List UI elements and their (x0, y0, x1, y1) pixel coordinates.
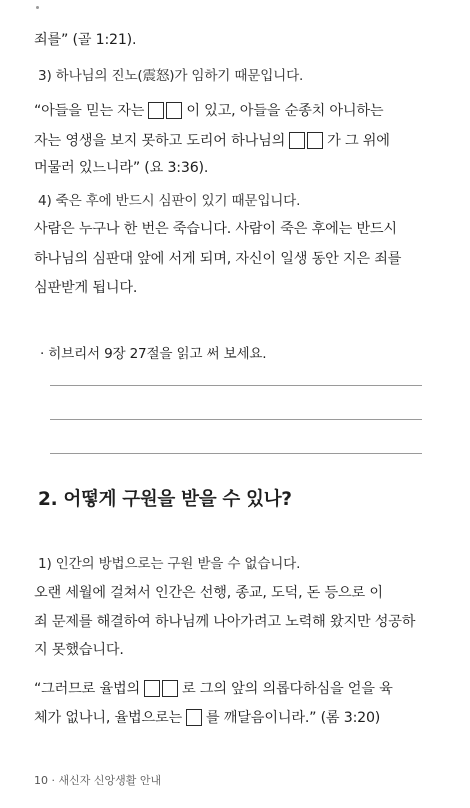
text-span: 지 못했습니다. (34, 642, 124, 658)
text-span: 4) 죽은 후에 반드시 심판이 있기 때문입니다. (38, 193, 301, 209)
text-span: “아들을 믿는 자는 (34, 103, 145, 119)
text-span: 자는 영생을 보지 못하고 도리어 하나님의 (34, 133, 286, 149)
subsection-title (38, 554, 300, 574)
text-span: 머물러 있느니라” (요 3:36). (34, 160, 209, 176)
page-footer: 10 · 새신자 신앙생활 안내 (34, 774, 162, 787)
text-span: 심판받게 됩니다. (34, 280, 138, 296)
page-speck (36, 6, 39, 9)
text-span: · 히브리서 9장 27절을 읽고 써 보세요. (40, 346, 267, 362)
blank-box[interactable] (162, 680, 178, 697)
blank-box[interactable] (148, 102, 164, 119)
subsection-title (38, 66, 303, 86)
text-line (34, 30, 136, 50)
text-line (34, 640, 124, 660)
text-span: 1) 인간의 방법으로는 구원 받을 수 없습니다. (38, 556, 301, 572)
text-span: 오랜 세월에 걸쳐서 인간은 선행, 종교, 도덕, 돈 등으로 이 (34, 585, 383, 601)
writing-line[interactable] (50, 385, 422, 386)
blank-box[interactable] (144, 680, 160, 697)
text-line (34, 679, 393, 699)
exercise-prompt (40, 344, 266, 364)
text-span: 사람은 누구나 한 번은 죽습니다. 사람이 죽은 후에는 반드시 (34, 221, 397, 237)
blank-box[interactable] (166, 102, 182, 119)
text-span: 하나님의 심판대 앞에 서게 되며, 자신이 일생 동안 지은 죄를 (34, 251, 402, 267)
text-span: 를 깨달음이니라.” (롬 3:20) (205, 710, 381, 726)
text-line (34, 278, 137, 298)
text-span: 로 그의 앞의 의롭다하심을 얻을 육 (182, 681, 393, 697)
writing-line[interactable] (50, 453, 422, 454)
subsection-title (38, 191, 300, 211)
text-span: 죄 문제를 해결하여 하나님께 나아가려고 노력해 왔지만 성공하 (34, 614, 416, 630)
text-span: “그러므로 율법의 (34, 681, 140, 697)
text-span: 3) 하나님의 진노(震怒)가 임하기 때문입니다. (38, 68, 304, 84)
blank-box[interactable] (186, 709, 202, 726)
blank-box[interactable] (289, 132, 305, 149)
blank-box[interactable] (307, 132, 323, 149)
text-line (34, 101, 383, 121)
text-line (34, 708, 380, 728)
text-line (34, 612, 415, 632)
text-line (34, 158, 208, 178)
text-span: 체가 없나니, 율법으로는 (34, 710, 182, 726)
text-line (34, 249, 401, 269)
text-line (34, 131, 390, 151)
text-span: 죄를” (골 1:21). (34, 32, 137, 48)
text-span: 가 그 위에 (327, 133, 390, 149)
writing-line[interactable] (50, 419, 422, 420)
section-heading: 2. 어떻게 구원을 받을 수 있나? (38, 489, 292, 510)
text-span: 이 있고, 아들을 순종치 아니하는 (186, 103, 384, 119)
text-line (34, 583, 383, 603)
text-line (34, 219, 397, 239)
